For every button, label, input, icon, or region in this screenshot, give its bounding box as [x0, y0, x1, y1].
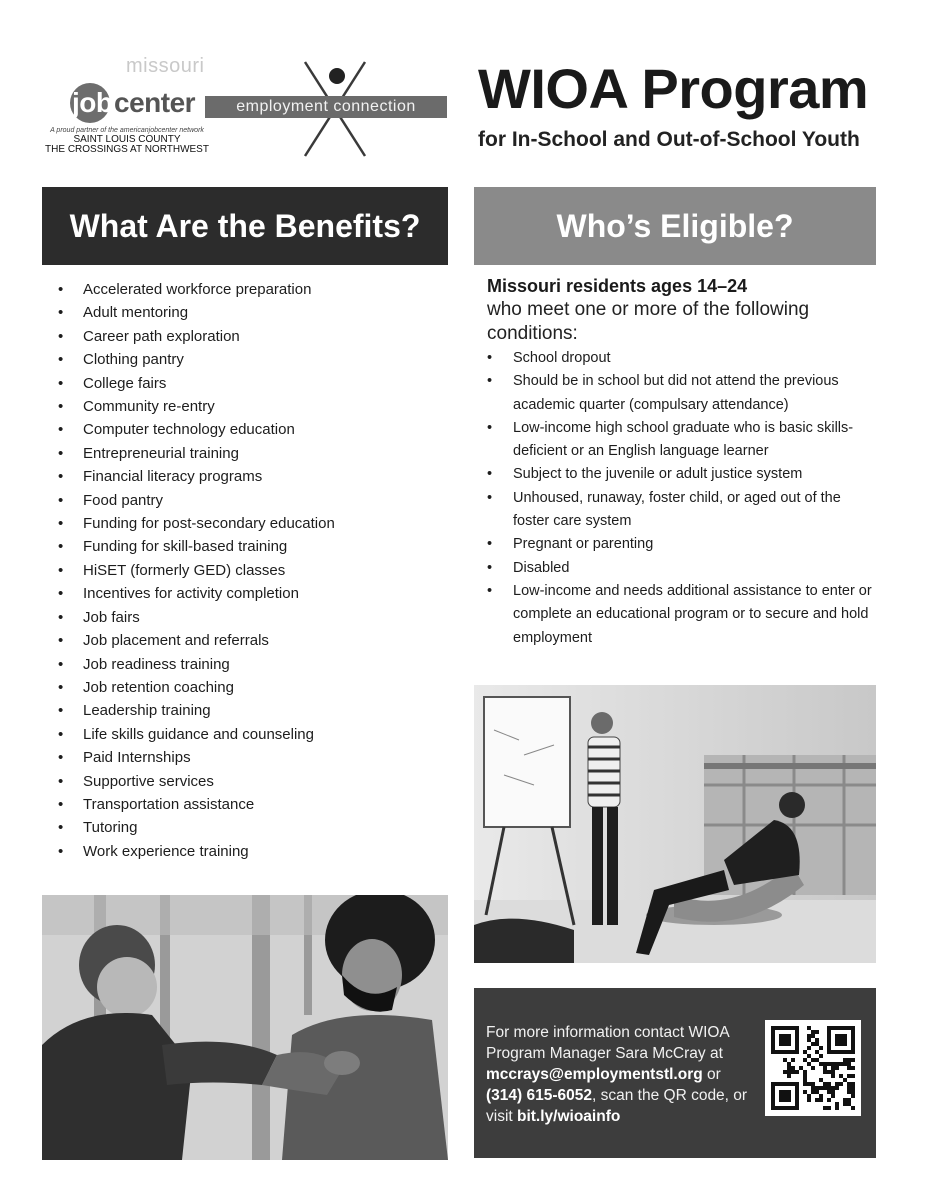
eligibility-list: [487, 347, 872, 650]
eligibility-intro: who meet one or more of the following conditions:: [487, 299, 810, 344]
employment-connection-logo: [205, 58, 450, 160]
elbow-bump-scene-image: [42, 895, 448, 1160]
list-item: • Subject to the juvenile or adult justice system: [487, 463, 872, 486]
list-item: • School dropout: [487, 347, 872, 370]
logo-location: THE CROSSINGS AT NORTHWEST: [45, 144, 209, 155]
list-item: • Low-income high school graduate who is basic skills-deficient or an English language learner: [487, 417, 872, 464]
list-item: • Community re-entry: [58, 395, 438, 418]
list-item: • Computer technology education: [58, 418, 438, 441]
contact-text: [486, 1022, 758, 1127]
list-item: • Job readiness training: [58, 653, 438, 676]
missouri-jobcenter-logo: [42, 55, 212, 160]
eligibility-heading: Who’s Eligible?: [474, 187, 876, 265]
contact-phone[interactable]: (314) 615-6052: [486, 1087, 592, 1104]
logo-center-text: center: [114, 87, 196, 118]
list-item: • Job fairs: [58, 606, 438, 629]
logo-job-text: job: [72, 87, 113, 118]
list-item: • Funding for skill-based training: [58, 535, 438, 558]
office-presentation-photo: [474, 685, 876, 963]
presentation-scene-image: [474, 685, 876, 963]
list-item: • College fairs: [58, 372, 438, 395]
qr-code-image: [765, 1020, 861, 1116]
list-item: • Job placement and referrals: [58, 629, 438, 652]
contact-or: or: [702, 1066, 721, 1083]
list-item: • Disabled: [487, 557, 872, 580]
list-item: • Supportive services: [58, 770, 438, 793]
list-item: • Tutoring: [58, 816, 438, 839]
contact-email-link[interactable]: mccrays@employmentstl.org: [486, 1066, 703, 1083]
contact-scan-visit: , scan the QR code, or visit: [486, 1087, 748, 1125]
list-item: • Paid Internships: [58, 746, 438, 769]
contact-intro: For more information contact WIOA Program Manager Sara McCray at: [486, 1024, 729, 1062]
benefits-list: [58, 278, 438, 863]
list-item: • Job retention coaching: [58, 676, 438, 699]
benefits-heading: What Are the Benefits?: [42, 187, 448, 265]
elbow-bump-photo: [42, 895, 448, 1160]
list-item: • Food pantry: [58, 489, 438, 512]
contact-url-link[interactable]: bit.ly/wioainfo: [517, 1108, 621, 1125]
list-item: • Low-income and needs additional assistance to enter or complete an educational program or to secure and hold employment: [487, 580, 872, 650]
list-item: • Leadership training: [58, 699, 438, 722]
logo-county-name: SAINT LOUIS COUNTY: [73, 134, 181, 145]
logo-partner-line: A proud partner of the americanjobcenter network: [50, 127, 204, 134]
list-item: • Life skills guidance and counseling: [58, 723, 438, 746]
list-item: • Work experience training: [58, 840, 438, 863]
list-item: • Financial literacy programs: [58, 465, 438, 488]
list-item: • HiSET (formerly GED) classes: [58, 559, 438, 582]
list-item: • Funding for post-secondary education: [58, 512, 438, 535]
eligibility-lead: Missouri residents ages 14–24: [487, 276, 748, 296]
list-item: • Career path exploration: [58, 325, 438, 348]
list-item: • Accelerated workforce preparation: [58, 278, 438, 301]
page-title: WIOA Program: [478, 57, 869, 120]
list-item: • Clothing pantry: [58, 348, 438, 371]
list-item: • Should be in school but did not attend the previous academic quarter (compulsary attendance): [487, 370, 872, 417]
page-subtitle: for In-School and Out-of-School Youth: [478, 128, 860, 151]
list-item: • Unhoused, runaway, foster child, or aged out of the foster care system: [487, 487, 872, 534]
logo-missouri-text: missouri: [126, 55, 205, 77]
logo-employment-connection-text: employment connection: [236, 98, 416, 115]
list-item: • Adult mentoring: [58, 301, 438, 324]
logo-county: [42, 135, 212, 155]
list-item: • Entrepreneurial training: [58, 442, 438, 465]
qr-code-icon[interactable]: [765, 1020, 861, 1116]
list-item: • Pregnant or parenting: [487, 533, 872, 556]
list-item: • Transportation assistance: [58, 793, 438, 816]
list-item: • Incentives for activity completion: [58, 582, 438, 605]
